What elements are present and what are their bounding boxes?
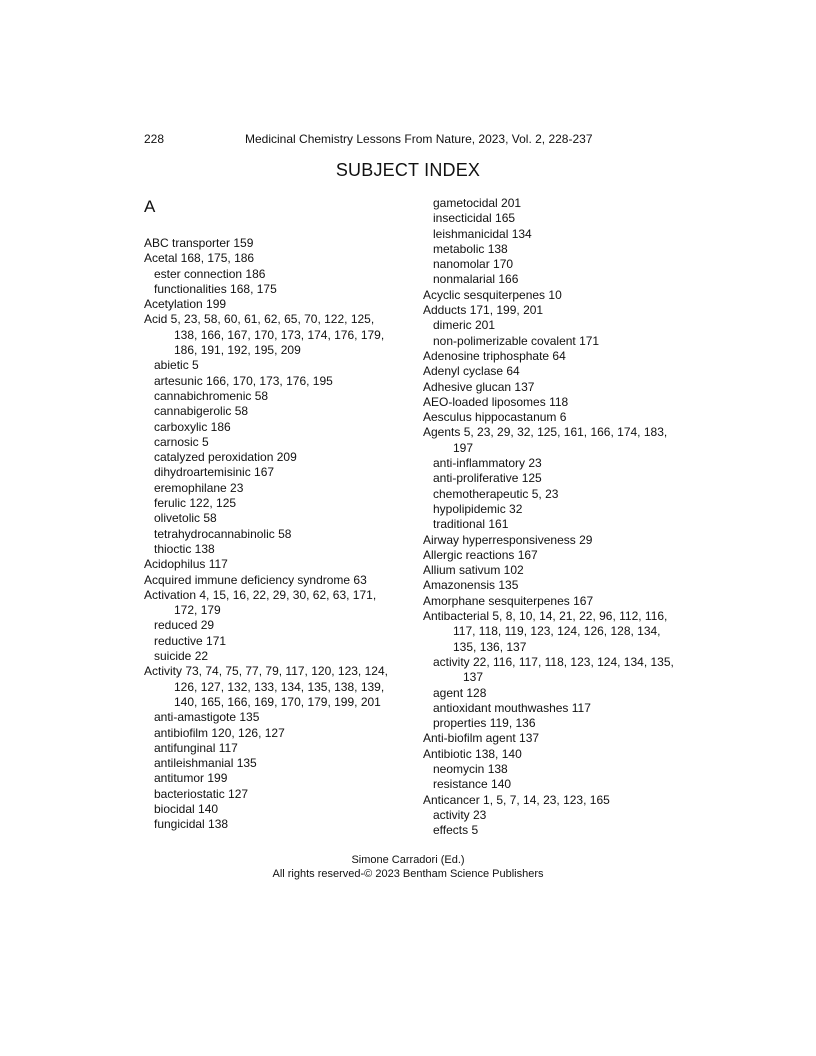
index-subentry: gametocidal 201: [433, 196, 522, 210]
index-subentry: antioxidant mouthwashes 117: [433, 700, 591, 715]
index-entry: Activation 4, 15, 16, 22, 29, 30, 62, 63, 171, 172, 179: [144, 587, 377, 618]
index-subentry: abietic 5: [154, 358, 199, 373]
index-subentry: anti-proliferative 125: [433, 471, 542, 486]
index-entry: Acetal 168, 175, 186: [144, 251, 255, 266]
page-number: 228: [144, 132, 165, 146]
index-entry: Antibacterial 5, 8, 10, 14, 21, 22, 96, 112, 116, 117, 118, 119, 123, 124, 126, 128, 134, 135, 136, 137: [423, 609, 668, 654]
index-title: SUBJECT INDEX: [335, 160, 481, 180]
index-subentry: dimeric 201: [433, 318, 496, 333]
index-subentry: carnosic 5: [154, 434, 209, 449]
index-entry: Activity 73, 74, 75, 77, 79, 117, 120, 123, 124, 126, 127, 132, 133, 134, 135, 138, 139, 140, 165, 166, 169, 170, 179, 199, 201: [144, 664, 388, 709]
index-entry: Acidophilus 117: [144, 557, 228, 572]
index-entry: Aesculus hippocastanum 6: [423, 410, 567, 425]
index-subentry: effects 5: [433, 823, 479, 838]
index-subentry: carboxylic 186: [154, 419, 231, 434]
index-subentry: properties 119, 136: [433, 716, 536, 731]
index-subentry: reductive 171: [154, 633, 227, 648]
index-subentry: reduced 29: [154, 618, 215, 633]
index-entry: Acquired immune deficiency syndrome 63: [144, 572, 367, 587]
index-entry: Acid 5, 23, 58, 60, 61, 62, 65, 70, 122, 125, 138, 166, 167, 170, 173, 174, 176, 179, 186, 191, 192, 195, 209: [144, 312, 385, 358]
index-subentry: metabolic 138: [433, 241, 508, 256]
index-subentry: eremophilane 23: [154, 480, 244, 495]
index-subentry: anti-amastigote 135: [154, 710, 260, 725]
index-entry: Airway hyperresponsiveness 29: [423, 532, 593, 547]
index-column-left: [144, 196, 394, 833]
index-subentry: neomycin 138: [433, 761, 508, 776]
index-entry: Acetylation 199: [144, 297, 227, 312]
index-subentry: ester connection 186: [154, 266, 266, 281]
index-subentry: antitumor 199: [154, 771, 228, 786]
index-entry: Acyclic sesquiterpenes 10: [423, 287, 562, 302]
index-subentry: catalyzed peroxidation 209: [154, 450, 297, 465]
footer-editor: Simone Carradori (Ed.): [351, 854, 465, 866]
index-subentry: antibiofilm 120, 126, 127: [154, 725, 285, 740]
index-entry: ABC transporter 159: [144, 236, 254, 250]
index-subentry: thioctic 138: [154, 541, 215, 556]
index-subentry: ferulic 122, 125: [154, 496, 237, 511]
index-subentry: resistance 140: [433, 777, 512, 792]
index-subentry: nonmalarial 166: [433, 272, 519, 287]
index-entry: Anti-biofilm agent 137: [423, 731, 540, 746]
index-entry: Adhesive glucan 137: [423, 379, 535, 394]
index-entry: AEO-loaded liposomes 118: [423, 394, 569, 409]
index-subentry: insecticidal 165: [433, 211, 516, 226]
index-subentry: suicide 22: [154, 649, 209, 664]
index-subentry: antileishmanial 135: [154, 756, 257, 771]
index-entry: Amorphane sesquiterpenes 167: [423, 593, 594, 608]
index-entry: Antibiotic 138, 140: [423, 746, 522, 761]
index-subentry: cannabigerolic 58: [154, 404, 249, 419]
index-subentry: antifunginal 117: [154, 740, 238, 755]
footer-copyright: All rights reserved-© 2023 Bentham Science Publishers: [272, 868, 544, 880]
index-subentry: non-polimerizable covalent 171: [433, 333, 600, 348]
index-subentry: anti-inflammatory 23: [433, 456, 542, 471]
index-subentry: olivetolic 58: [154, 511, 217, 526]
index-subentry: dihydroartemisinic 167: [154, 465, 275, 480]
index-subentry: biocidal 140: [154, 801, 219, 816]
index-subentry: tetrahydrocannabinolic 58: [154, 526, 292, 541]
index-subentry: cannabichromenic 58: [154, 388, 269, 403]
index-subentry: functionalities 168, 175: [154, 281, 277, 296]
index-subentry: chemotherapeutic 5, 23: [433, 486, 559, 501]
index-subentry: activity 23: [433, 807, 487, 822]
index-entry: Adducts 171, 199, 201: [423, 303, 544, 318]
index-subentry: traditional 161: [433, 517, 509, 532]
section-letter-heading: A: [144, 197, 156, 216]
index-column-right: [423, 196, 683, 838]
index-subentry: hypolipidemic 32: [433, 501, 523, 516]
index-entry: Allergic reactions 167: [423, 547, 538, 562]
running-head: Medicinal Chemistry Lessons From Nature, 2023, Vol. 2, 228-237: [245, 132, 593, 146]
index-entry: Allium sativum 102: [423, 563, 524, 578]
index-entry: Adenosine triphosphate 64: [423, 348, 566, 363]
index-entry: Agents 5, 23, 29, 32, 125, 161, 166, 174, 183, 197: [423, 425, 668, 455]
index-subentry: activity 22, 116, 117, 118, 123, 124, 134, 135, 137: [433, 654, 674, 685]
index-subentry: bacteriostatic 127: [154, 786, 249, 801]
index-subentry: artesunic 166, 170, 173, 176, 195: [154, 373, 333, 388]
index-subentry: agent 128: [433, 685, 487, 700]
index-subentry: nanomolar 170: [433, 257, 514, 272]
index-subentry: fungicidal 138: [154, 817, 229, 832]
index-entry: Anticancer 1, 5, 7, 14, 23, 123, 165: [423, 792, 610, 807]
index-subentry: leishmanicidal 134: [433, 226, 532, 241]
index-entry: Amazonensis 135: [423, 578, 519, 593]
index-entry: Adenyl cyclase 64: [423, 364, 520, 379]
